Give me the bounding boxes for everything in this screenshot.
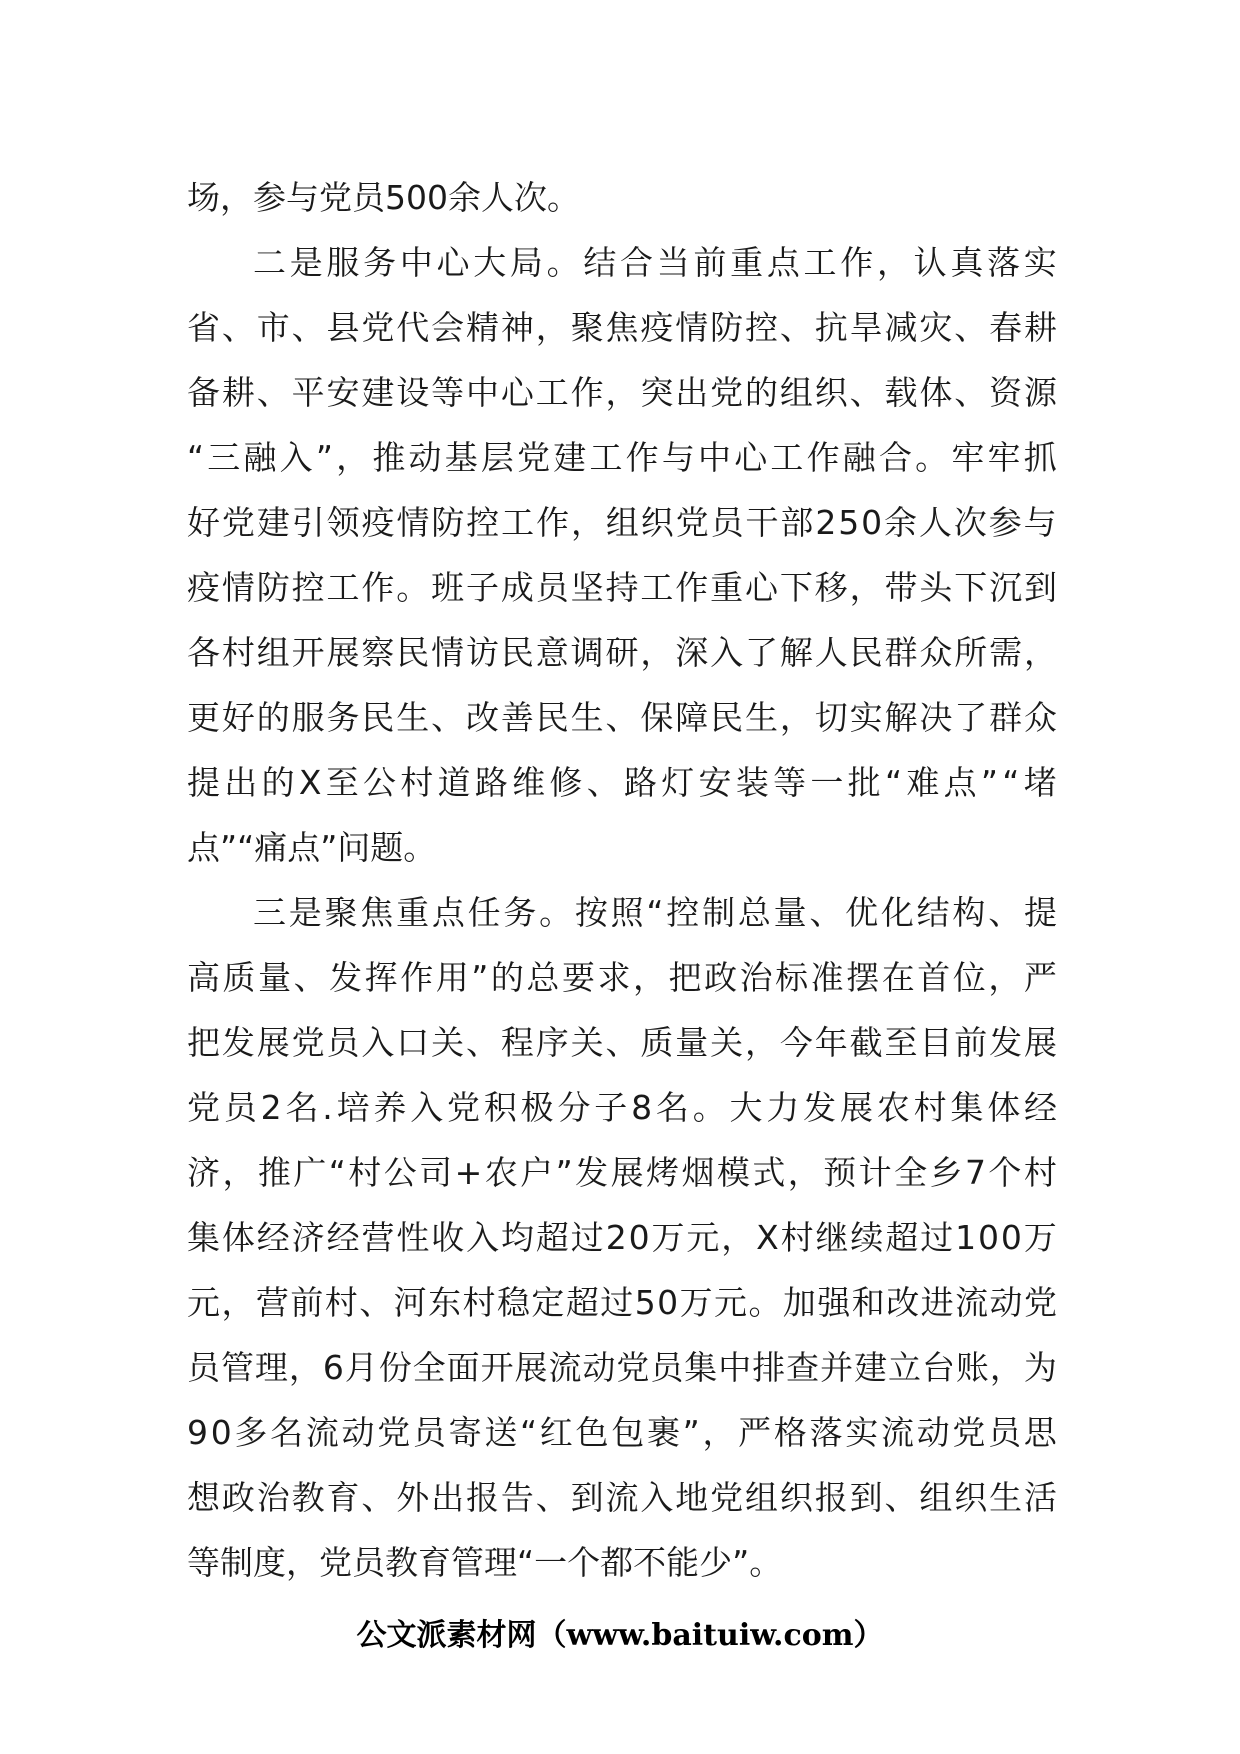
text-line: 点”“痛点”问题。 [187, 828, 437, 867]
text-line: 场，参与党员500余人次。 [187, 178, 580, 217]
text-line: 元 ， 营 前 村 、 河 东 村 稳 定 超 过 5 0 万 元 。 加 强 和 改 进 流 动 党 [187, 1283, 1057, 1322]
text-line: “ 三 融 入 ” ， 推 动 基 层 党 建 工 作 与 中 心 工 作 融 合 。 牢 牢 抓 [187, 438, 1057, 477]
text-line: 把 发 展 党 员 入 口 关 、 程 序 关 、 质 量 关 ， 今 年 截 至 目 前 发 展 [187, 1023, 1057, 1062]
text-line: 二 是 服 务 中 心 大 局 。 结 合 当 前 重 点 工 作 ， 认 真 落 实 [253, 243, 1057, 282]
text-line: 济 ， 推 广 “ 村 公 司 + 农 户 ” 发 展 烤 烟 模 式 ， 预 计 全 乡 7 个 村 [187, 1153, 1057, 1192]
text-line: 省 、 市 、 县 党 代 会 精 神 ， 聚 焦 疫 情 防 控 、 抗 旱 减 灾 、 春 耕 [187, 308, 1057, 347]
text-line: 想 政 治 教 育 、 外 出 报 告 、 到 流 入 地 党 组 织 报 到 、 组 织 生 活 [187, 1478, 1057, 1517]
text-line: 备 耕 、 平 安 建 设 等 中 心 工 作 ， 突 出 党 的 组 织 、 载 体 、 资 源 [187, 373, 1057, 412]
text-line: 提 出 的 X 至 公 村 道 路 维 修 、 路 灯 安 装 等 一 批 “ 难 点 ” “ 堵 [187, 763, 1057, 802]
text-line: 更 好 的 服 务 民 生 、 改 善 民 生 、 保 障 民 生 ， 切 实 解 决 了 群 众 [187, 698, 1057, 737]
text-line: 党 员 2 名 . 培 养 入 党 积 极 分 子 8 名 。 大 力 发 展 农 村 集 体 经 [187, 1088, 1057, 1127]
document-body [187, 165, 1057, 1595]
text-line: 各 村 组 开 展 察 民 情 访 民 意 调 研 ， 深 入 了 解 人 民 群 众 所 需 ， [187, 633, 1057, 672]
text-line: 9 0 多 名 流 动 党 员 寄 送 “ 红 色 包 裹 ” ， 严 格 落 实 流 动 党 员 思 [187, 1413, 1057, 1452]
text-line: 疫 情 防 控 工 作 。 班 子 成 员 坚 持 工 作 重 心 下 移 ， 带 头 下 沉 到 [187, 568, 1057, 607]
text-line: 三 是 聚 焦 重 点 任 务 。 按 照 “ 控 制 总 量 、 优 化 结 构 、 提 [253, 893, 1057, 932]
text-line: 高 质 量 、 发 挥 作 用 ” 的 总 要 求 ， 把 政 治 标 准 摆 在 首 位 ， 严 [187, 958, 1057, 997]
text-line: 好 党 建 引 领 疫 情 防 控 工 作 ， 组 织 党 员 干 部 2 5 0 余 人 次 参 与 [187, 503, 1057, 542]
text-line: 员 管 理 ， 6 月 份 全 面 开 展 流 动 党 员 集 中 排 查 并 建 立 台 账 ， 为 [187, 1348, 1057, 1387]
footer-watermark: 公文派素材网（www.baituiw.com） [356, 1618, 884, 1653]
text-line: 等制度，党员教育管理“一个都不能少”。 [187, 1543, 783, 1582]
text-line: 集 体 经 济 经 营 性 收 入 均 超 过 2 0 万 元 ， X 村 继 续 超 过 1 0 0 万 [187, 1218, 1057, 1257]
